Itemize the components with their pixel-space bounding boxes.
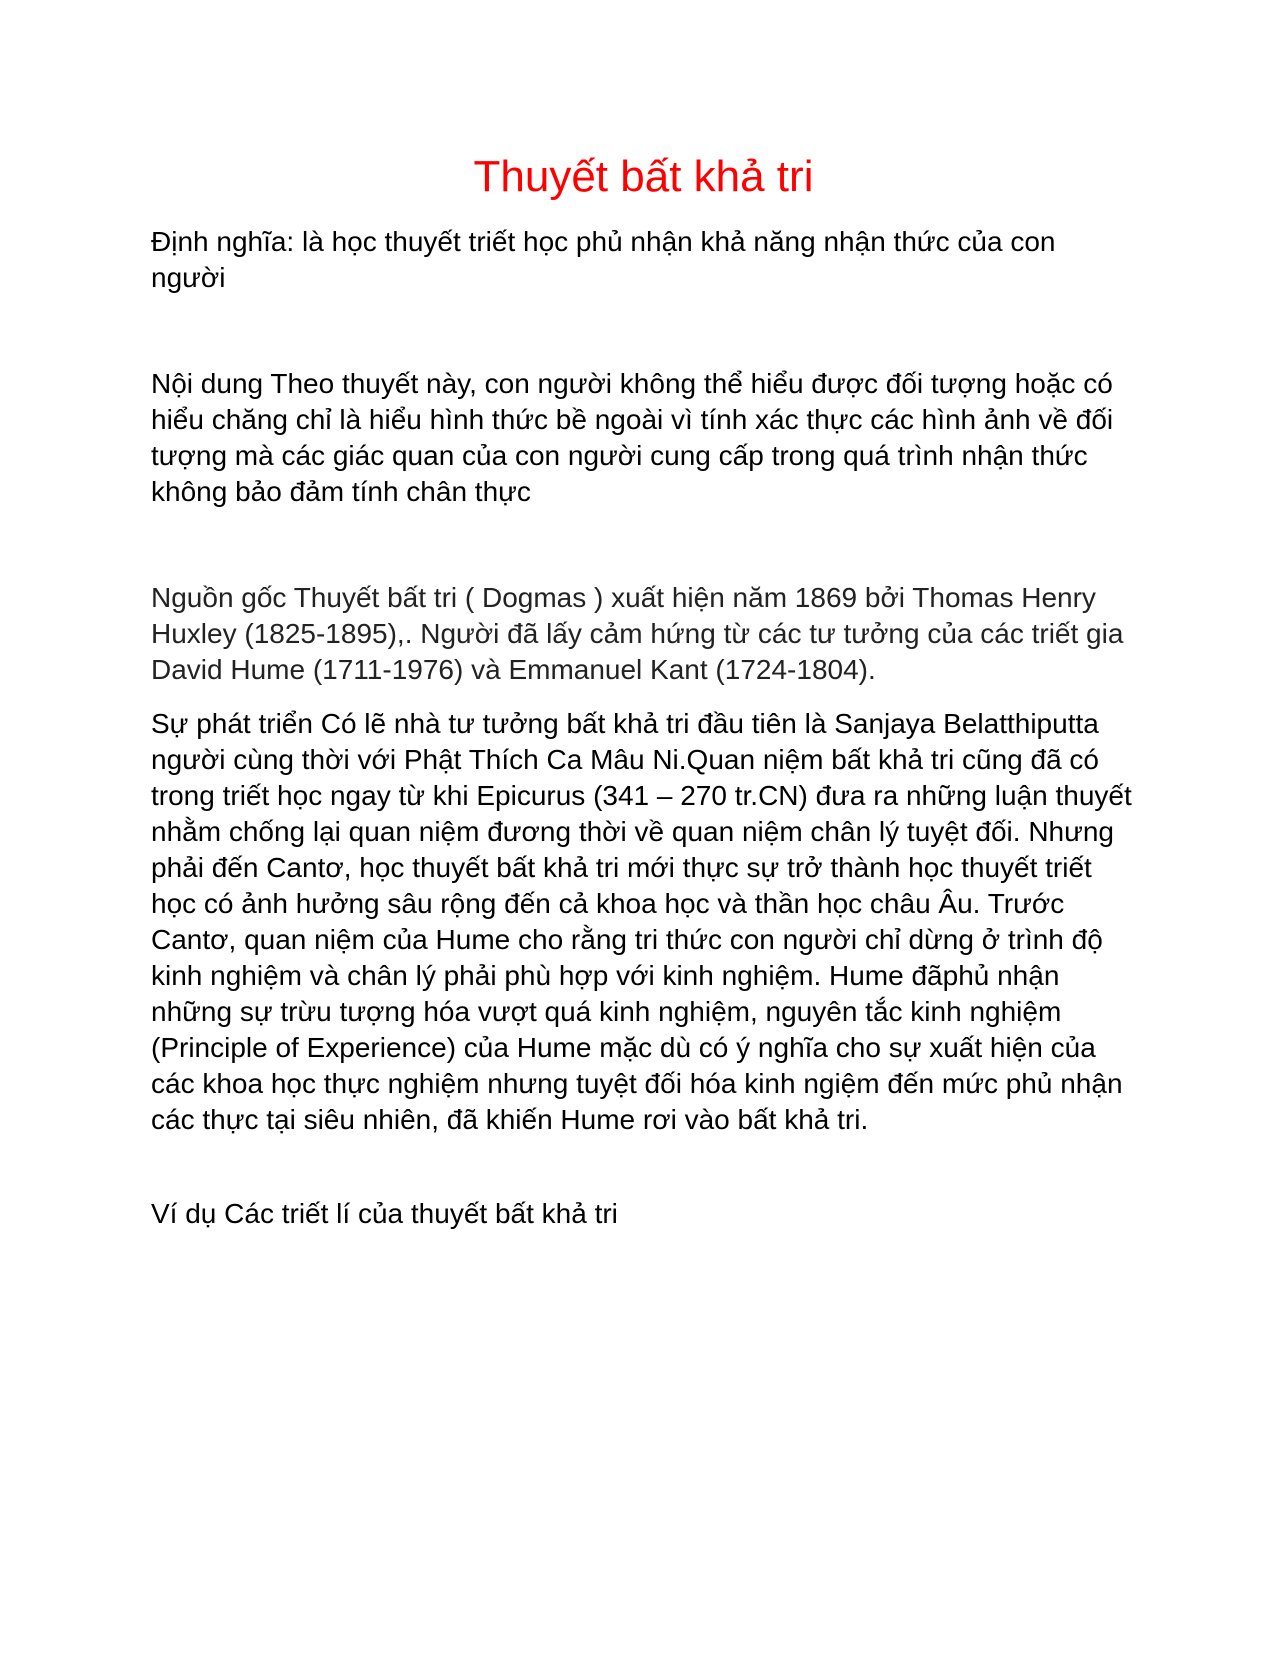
development-paragraph: Sự phát triển Có lẽ nhà tư tưởng bất khả tri đầu tiên là Sanjaya Belatthiputta người cùng thời với Phật Thích Ca Mâu Ni.Quan niệm bất khả tri cũng đã có trong triết học ngay từ khi Epicurus (341 – 270 tr.CN) đưa ra những luận thuyết nhằm chống lại quan niệm đương thời về quan niệm chân lý tuyệt đối. Nhưng phải đến Cantơ, học thuyết bất khả tri mới thực sự trở thành học thuyết triết học có ảnh hưởng sâu rộng đến cả khoa học và thần học châu Âu. Trước Cantơ, quan niệm của Hume cho rằng tri thức con người chỉ dừng ở trình độ kinh nghiệm và chân lý phải phù hợp với kinh nghiệm. Hume đãphủ nhận những sự trừu tượng hóa vượt quá kinh nghiệm, nguyên tắc kinh nghiệm (Principle of Experience) của Hume mặc dù có ý nghĩa cho sự xuất hiện của các khoa học thực nghiệm nhưng tuyệt đối hóa kinh ngiệm đến mức phủ nhận các thực tại siêu nhiên, đã khiến Hume rơi vào bất khả tri. bbox=[151, 708, 1132, 1135]
example-paragraph: Ví dụ Các triết lí của thuyết bất khả tri bbox=[151, 1198, 618, 1229]
definition-paragraph: Định nghĩa: là học thuyết triết học phủ nhận khả năng nhận thức của con người bbox=[151, 226, 1056, 293]
document-title: Thuyết bất khả tri bbox=[473, 152, 814, 201]
origin-paragraph: Nguồn gốc Thuyết bất tri ( Dogmas ) xuất hiện năm 1869 bởi Thomas Henry Huxley (1825-1895),. Người đã lấy cảm hứng từ các tư tưởng của các triết gia David Hume (1711-1976) và Emmanuel Kant (1724-1804). bbox=[151, 582, 1124, 685]
content-paragraph: Nội dung Theo thuyết này, con người không thể hiểu được đối tượng hoặc có hiểu chăng chỉ là hiểu hình thức bề ngoài vì tính xác thực các hình ảnh về đối tượng mà các giác quan của con người cung cấp trong quá trình nhận thức không bảo đảm tính chân thực bbox=[151, 368, 1114, 507]
